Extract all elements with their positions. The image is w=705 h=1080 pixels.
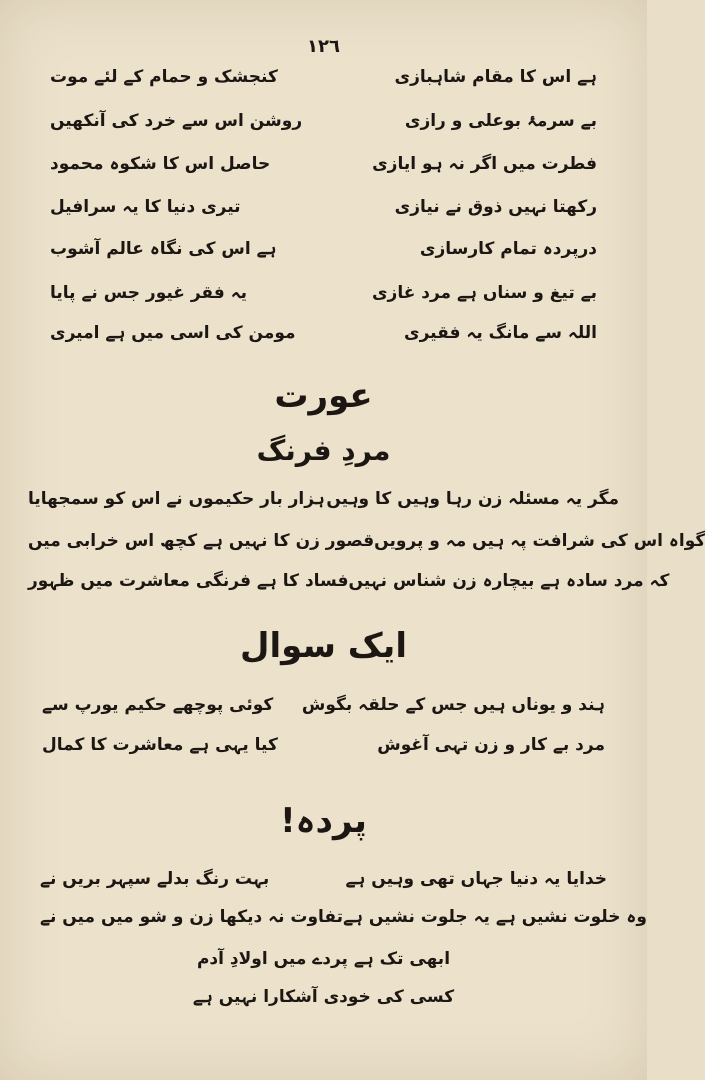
misra-left: ہند و یوناں ہیں جس کے حلقہ بگوش (301, 695, 605, 715)
misra-right: تیری دنیا کا یہ سرافیل (50, 197, 241, 217)
couplet (42, 694, 605, 715)
misra-right: مومن کی اسی میں ہے امیری (50, 323, 296, 343)
section-title: عورت (274, 376, 373, 416)
misra-left: ہے اس کا مقام شاہبازی (394, 67, 597, 87)
couplet (40, 868, 607, 889)
couplet (50, 282, 597, 303)
misra-left: فطرت میں اگر نہ ہو ایازی (372, 154, 597, 174)
misra-right: یہ فقر غیور جس نے پایا (50, 283, 248, 303)
misra-left: بے تیغ و سناں ہے مرد غازی (371, 283, 597, 303)
section-title: پردہ! (280, 801, 367, 841)
misra-right: روشن اس سے خرد کی آنکھیں (50, 111, 303, 131)
misra-left: مرد بے کار و زن تہی آغوش (377, 735, 605, 755)
couplet (40, 906, 647, 927)
misra-right: قصور زن کا نہیں ہے کچھ اس خرابی میں (28, 531, 375, 551)
couplet (50, 196, 597, 217)
page-number: ١٢٦ (307, 36, 340, 57)
misra-right: بہت رنگ بدلے سپہر بریں نے (40, 869, 270, 889)
misra-left: وہ خلوت نشیں ہے یہ جلوت نشیں ہے (343, 907, 647, 927)
misra-right: کوئی پوچھے حکیم یورپ سے (42, 695, 274, 715)
couplet (50, 322, 597, 343)
misra-right: ہے اس کی نگاہ عالم آشوب (50, 239, 277, 259)
section-subtitle: مردِ فرنگ (256, 434, 391, 467)
couplet (28, 570, 670, 591)
misra-right: حاصل اس کا شکوہ محمود (50, 154, 271, 174)
misra-right: کنجشک و حمام کے لئے موت (50, 67, 278, 87)
couplet (42, 734, 605, 755)
misra-right: تفاوت نہ دیکھا زن و شو میں میں نے (40, 907, 344, 927)
misra-right: کیا یہی ہے معاشرت کا کمال (42, 735, 278, 755)
misra-right: فساد کا ہے فرنگی معاشرت میں ظہور (28, 571, 349, 591)
misra-left: بے سرمۂ بوعلی و رازی (404, 111, 597, 131)
couplet (50, 66, 597, 87)
misra-left: خدایا یہ دنیا جہاں تھی وہیں ہے (345, 869, 607, 889)
misra-left: کہ مرد سادہ ہے بیچارہ زن شناس نہیں (348, 571, 670, 591)
closing-line: ابھی تک ہے پردے میں اولادِ آدم (196, 949, 451, 969)
misra-left: گواہ اس کی شرافت پہ ہیں مہ و پرویں (374, 531, 705, 551)
couplet (50, 153, 597, 174)
misra-left: مگر یہ مسئلہ زن رہا وہیں کا وہیں (326, 489, 619, 509)
couplet (50, 238, 597, 259)
couplet (28, 530, 705, 551)
misra-right: ہزار بار حکیموں نے اس کو سمجھایا (28, 489, 325, 509)
closing-line: کسی کی خودی آشکارا نہیں ہے (192, 987, 455, 1007)
misra-left: رکھتا نہیں ذوق نے نیازی (394, 197, 597, 217)
couplet (28, 488, 619, 509)
misra-left: اللہ سے مانگ یہ فقیری (404, 323, 597, 343)
misra-left: درپردہ تمام کارسازی (419, 239, 597, 259)
couplet (50, 110, 597, 131)
section-title: ایک سوال (240, 626, 407, 666)
